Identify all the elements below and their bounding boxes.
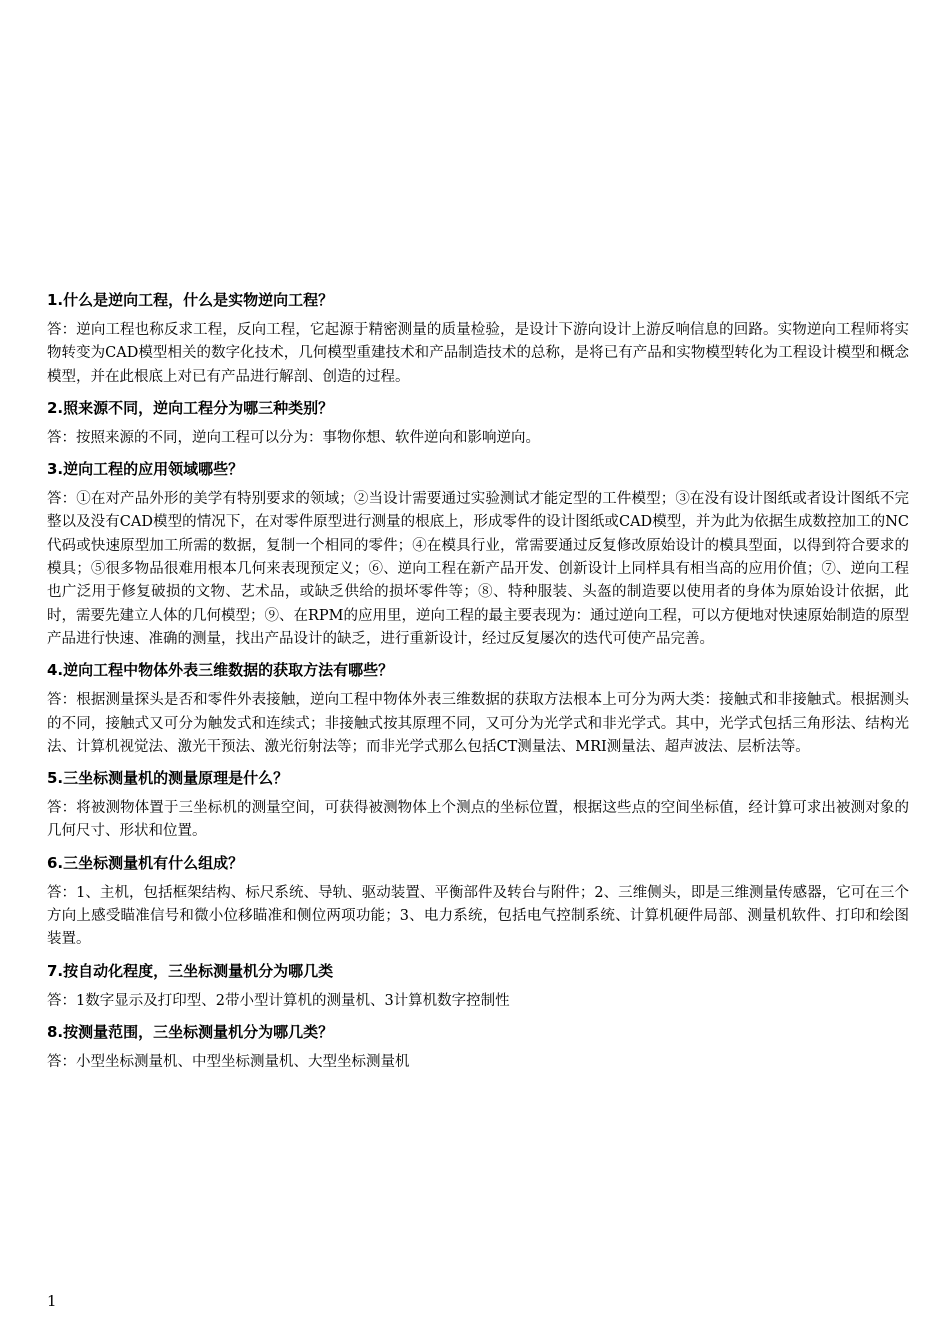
answer-3: 答：①在对产品外形的美学有特别要求的领域；②当设计需要通过实验测试才能定型的工件模型；③在没有设计图纸或者设计图纸不完整以及没有CAD模型的情况下，在对零件原型进行测量的根底上，形成零件的设计图纸或CAD模型，并为此为依据生成数控加工的NC代码或快速原型加工所需的数据，复制一个相同的零件；④在模具行业，常需要通过反复修改原始设计的模具型面，以得到符合要求的模具；⑤很多物品很难用根本几何来表现预定义；⑥、逆向工程在新产品开发、创新设计上同样具有相当高的应用价值；⑦、逆向工程也广泛用于修复破损的文物、艺术品，或缺乏供给的损坏零件等；⑧、特种服装、头盔的制造要以使用者的身体为原始设计依据，此时，需要先建立人体的几何模型；⑨、在RPM的应用里，逆向工程的最主要表现为：通过逆向工程，可以方便地对快速原始制造的原型产品进行快速、准确的测量，找出产品设计的缺乏，进行重新设计，经过反复屡次的迭代可使产品完善。: [47, 491, 910, 647]
question-3: 3.逆向工程的应用领域哪些？: [47, 460, 244, 479]
answer-6: 答：1、主机，包括框架结构、标尺系统、导轨、驱动装置、平衡部件及转台与附件；2、三维侧头，即是三维测量传感器，它可在三个方向上感受瞄准信号和微小位移瞄准和侧位两项功能；3、电力系统，包括电气控制系统、计算机硬件局部、测量机软件、打印和绘图装置。: [47, 884, 909, 948]
page-number: 1: [47, 1292, 57, 1310]
question-6: 6.三坐标测量机有什么组成？: [47, 853, 244, 872]
answer-2: 答：按照来源的不同，逆向工程可以分为：事物你想、软件逆向和影响逆向。: [47, 429, 540, 446]
answer-7: 答：1数字显示及打印型、2带小型计算机的测量机、3计算机数字控制性: [47, 992, 510, 1009]
answer-5: 答：将被测物体置于三坐标机的测量空间，可获得被测物体上个测点的坐标位置，根据这些点的空间坐标值，经计算可求出被测对象的几何尺寸、形状和位置。: [47, 800, 909, 840]
question-2: 2.照来源不同，逆向工程分为哪三种类别？: [47, 398, 334, 417]
question-8: 8.按测量范围，三坐标测量机分为哪几类？: [47, 1022, 334, 1041]
answer-8: 答：小型坐标测量机、中型坐标测量机、大型坐标测量机: [47, 1053, 410, 1070]
question-5: 5.三坐标测量机的测量原理是什么？: [47, 769, 289, 788]
question-7: 7.按自动化程度，三坐标测量机分为哪几类: [47, 961, 334, 980]
question-4: 4.逆向工程中物体外表三维数据的获取方法有哪些？: [47, 661, 394, 680]
answer-1: 答：逆向工程也称反求工程，反向工程，它起源于精密测量的质量检验，是设计下游向设计上游反响信息的回路。实物逆向工程师将实物转变为CAD模型相关的数字化技术，几何模型重建技术和产品制造技术的总称，是将已有产品和实物模型转化为工程设计模型和概念模型，并在此根底上对已有产品进行解剖、创造的过程。: [47, 322, 909, 385]
question-1: 1.什么是逆向工程，什么是实物逆向工程？: [47, 291, 334, 309]
qa-list: [47, 288, 909, 1081]
answer-4: 答：根据测量探头是否和零件外表接触，逆向工程中物体外表三维数据的获取方法根本上可分为两大类：接触式和非接触式。根据测头的不同，接触式又可分为触发式和连续式；非接触式按其原理不同，又可分为光学式和非光学式。其中，光学式包括三角形法、结构光法、计算机视觉法、激光干预法、激光衍射法等；而非光学式那么包括CT测量法、MRI测量法、超声波法、层析法等。: [47, 692, 909, 755]
